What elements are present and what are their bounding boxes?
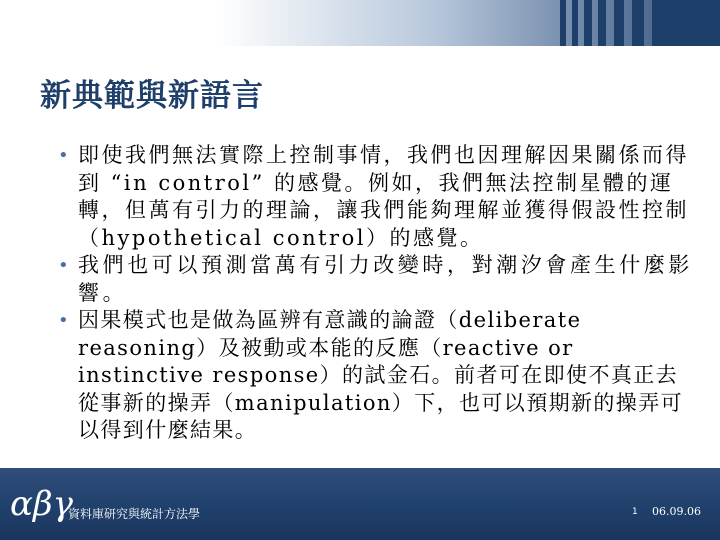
banner-stripe	[572, 0, 578, 46]
bullet-list	[58, 142, 698, 445]
banner-stripe	[598, 0, 606, 46]
bullet-text: 我們也可以預測當萬有引力改變時，對潮汐會產生什麼影響。	[78, 253, 693, 305]
banner-stripe	[652, 0, 720, 46]
bullet-text: 即使我們無法實際上控制事情，我們也因理解因果關係而得到 “in control” 的感覺。例如，我們無法控制星體的運轉，但萬有引力的理論，讓我們能夠理解並獲得假設性控制（hypothetical control）的感覺。	[78, 143, 689, 250]
banner-stripe	[614, 0, 624, 46]
page-number: 1	[632, 507, 638, 517]
bullet-dot-icon: •	[58, 145, 72, 166]
bullet-text: 因果模式也是做為區辨有意識的論證（deliberate reasoning）及被動或本能的反應（reactive or instinctive response）的試金石。前者可在即使不真正去從事新的操弄（manipulation）下，也可以預期新的操弄可以得到什麼結果。	[78, 308, 683, 442]
logo: αβγ	[10, 484, 73, 524]
bullet-dot-icon: •	[58, 255, 73, 276]
banner-stripe	[584, 0, 592, 46]
footer-bar	[0, 468, 720, 540]
bullet-item	[58, 142, 698, 252]
footer-date: 06.09.06	[652, 505, 701, 518]
top-banner	[0, 0, 720, 46]
bullet-dot-icon: •	[58, 310, 71, 331]
slide-title: 新典範與新語言	[40, 78, 264, 114]
banner-stripe	[632, 0, 644, 46]
bullet-item	[58, 252, 698, 307]
banner-stripe	[560, 0, 566, 46]
banner-stripes	[510, 0, 720, 46]
footer-org: 資料庫研究與統計方法學	[68, 507, 201, 521]
bullet-item	[58, 307, 698, 445]
